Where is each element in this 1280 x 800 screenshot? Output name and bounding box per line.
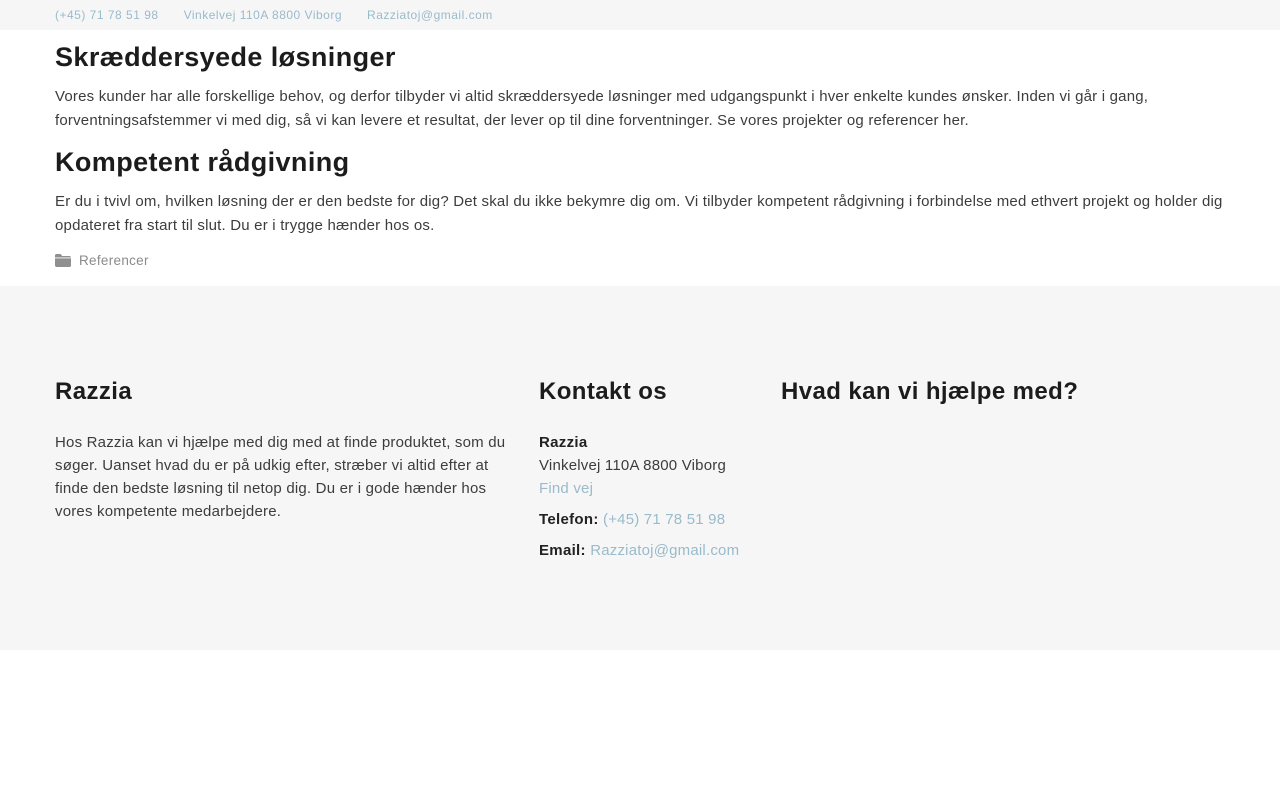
section-title-competent-advice: Kompetent rådgivning: [55, 147, 350, 178]
section-title-tailored-solutions: Skræddersyede løsninger: [55, 42, 396, 72]
footer-about-title: Razzia: [55, 378, 133, 406]
topbar-phone-link[interactable]: (+45) 71 78 51 98: [55, 8, 159, 22]
topbar-address-link[interactable]: Vinkelvej 110A 8800 Viborg: [183, 8, 343, 22]
footer-help-title: Hvad kan vi hjælpe med?: [781, 378, 1079, 406]
topbar: [0, 0, 1280, 30]
directions-link[interactable]: Find vej: [539, 479, 594, 497]
footer-help-column: [781, 378, 1225, 570]
contact-street-address: Vinkelvej 110A 8800 Viborg: [539, 456, 727, 474]
section-body-competent-advice: Er du i tvivl om, hvilken løsning der er den bedste for dig? Det skal du ikke bekymre dig om. Vi tilbyder kompetent rådgivning i forbindelse med ethvert projekt og holder dig opdateret fra start til slut. Du er i trygge hænder hos os.: [55, 193, 1223, 235]
folder-icon: [55, 254, 71, 267]
topbar-email-link[interactable]: Razziatoj@gmail.com: [367, 8, 493, 22]
footer-contact-column: [539, 378, 751, 570]
category-link-referencer[interactable]: Referencer: [79, 253, 149, 269]
email-link[interactable]: Razziatoj@gmail.com: [590, 541, 740, 559]
phone-link[interactable]: (+45) 71 78 51 98: [603, 510, 726, 528]
contact-phone-line: [539, 508, 751, 531]
footer-about-body: Hos Razzia kan vi hjælpe med dig med at finde produktet, som du søger. Uanset hvad du er på udkig efter, stræber vi altid efter at finde den bedste løsning til netop dig. Du er i gode hænder hos vores kompetente medarbejdere.: [55, 433, 506, 520]
footer-about-column: [55, 378, 509, 570]
entry-meta: [55, 252, 1225, 269]
footer-contact-title: Kontakt os: [539, 378, 668, 406]
section-body-tailored-solutions: Vores kunder har alle forskellige behov, og derfor tilbyder vi altid skræddersyede løsninger med udgangspunkt i hver enkelte kundes ønsker. Inden vi går i gang, forventningsafstemmer vi med dig, så vi kan levere et resultat, der lever op til dine forventninger. Se vores projekter og referencer her.: [55, 88, 1149, 130]
main-content: [0, 30, 1280, 273]
contact-address-block: [539, 431, 751, 500]
site-footer: [0, 286, 1280, 650]
contact-company-name: Razzia: [539, 433, 588, 451]
email-label: Email:: [539, 541, 586, 559]
contact-email-line: [539, 539, 751, 562]
phone-label: Telefon:: [539, 510, 599, 528]
